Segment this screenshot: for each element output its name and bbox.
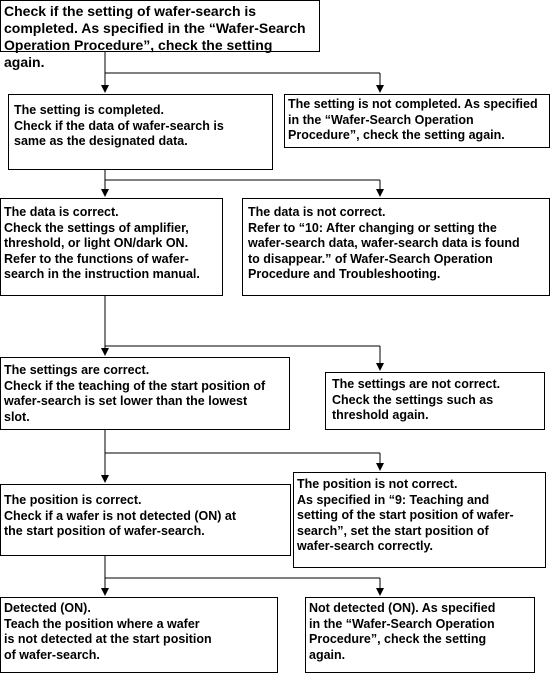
step1-box — [0, 0, 320, 70]
position-correct-text: The position is correct. Check if a wafer is not detected (ON) at the start position of wafer-search. — [4, 493, 236, 538]
step1-text: Check if the setting of wafer-search is completed. As specified in the “Wafer-Search Operation Procedure”, check the setting again. — [4, 3, 306, 70]
position-not-correct-text: The position is not correct. As specified in “9: Teaching and setting of the start position of wafer- search”, set the start position of wafer-search correctly. — [297, 477, 514, 553]
settings-not-correct-text: The settings are not correct. Check the settings such as threshold again. — [332, 377, 501, 422]
settings-correct-text: The settings are correct. Check if the teaching of the start position of wafer-search is set lower than the lowest slot. — [4, 363, 266, 424]
settings-correct-box — [0, 357, 290, 430]
data-not-correct-text: The data is not correct. Refer to “10: After changing or setting the wafer-search data, wafer-search data is found to disappear.” of Wafer-Search Operation Procedure and Troubleshooting. — [248, 205, 520, 281]
position-not-correct-box — [293, 472, 546, 568]
detected-box — [0, 597, 278, 673]
settings-not-correct-box — [325, 372, 545, 430]
setting-completed-box — [8, 94, 273, 170]
not-detected-text: Not detected (ON). As specified in the “Wafer-Search Operation Procedure”, check the setting again. — [309, 601, 496, 662]
setting-completed-text: The setting is completed. Check if the data of wafer-search is same as the designated data. — [14, 103, 224, 148]
position-correct-box — [0, 484, 291, 556]
data-correct-text: The data is correct. Check the settings of amplifier, threshold, or light ON/dark ON. Refer to the functions of wafer- search in the instruction manual. — [4, 205, 200, 281]
detected-text: Detected (ON). Teach the position where a wafer is not detected at the start position of wafer-search. — [4, 601, 212, 662]
data-not-correct-box — [242, 198, 550, 296]
setting-not-completed-box — [284, 94, 550, 148]
not-detected-box — [305, 597, 535, 673]
setting-not-completed-text: The setting is not completed. As specified in the “Wafer-Search Operation Procedure”, check the setting again. — [288, 97, 538, 142]
data-correct-box — [0, 198, 223, 296]
